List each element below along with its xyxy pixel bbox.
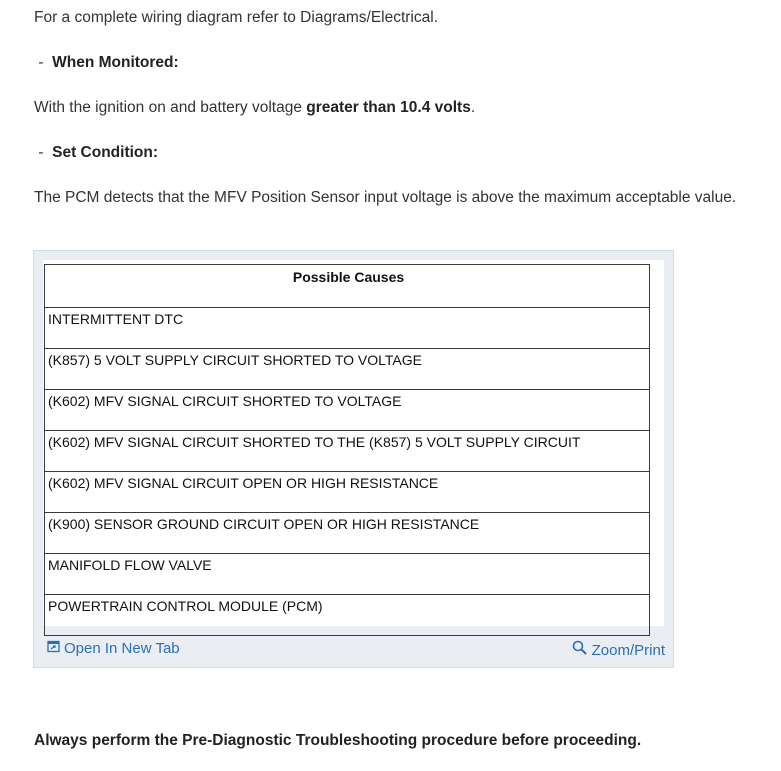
- table-row: [45, 308, 650, 349]
- when-monitored-heading: [34, 54, 179, 72]
- cause-cell: (K900) SENSOR GROUND CIRCUIT OPEN OR HIGH RESISTANCE: [45, 513, 650, 554]
- open-in-new-tab-icon: [47, 640, 60, 657]
- when-monitored-text: [34, 99, 475, 117]
- table-header: Possible Causes: [45, 265, 650, 308]
- cause-cell: POWERTRAIN CONTROL MODULE (PCM): [45, 595, 650, 636]
- set-condition-heading: [34, 144, 158, 162]
- zoom-print-link[interactable]: [572, 640, 665, 660]
- when-monitored-label: When Monitored:: [52, 54, 179, 71]
- footer-note: [34, 732, 641, 750]
- open-in-new-tab-label[interactable]: Open In New Tab: [64, 640, 180, 657]
- cause-cell: (K857) 5 VOLT SUPPLY CIRCUIT SHORTED TO VOLTAGE: [45, 349, 650, 390]
- table-row: [45, 472, 650, 513]
- when-monitored-text-end: .: [470, 99, 476, 116]
- table-row: [45, 554, 650, 595]
- cause-cell: (K602) MFV SIGNAL CIRCUIT OPEN OR HIGH RESISTANCE: [45, 472, 650, 513]
- table-row: [45, 349, 650, 390]
- cause-cell: (K602) MFV SIGNAL CIRCUIT SHORTED TO VOLTAGE: [45, 390, 650, 431]
- when-monitored-text-start: With the ignition on and battery voltage: [34, 99, 307, 116]
- footer-note-text: Always perform the Pre-Diagnostic Troubleshooting procedure before proceeding.: [34, 732, 642, 749]
- figure-content: [43, 260, 664, 626]
- table-row: [45, 431, 650, 472]
- table-row: [45, 513, 650, 554]
- open-in-new-tab-link[interactable]: [47, 640, 180, 657]
- table-row: [45, 595, 650, 636]
- heading-dash: -: [38, 54, 44, 71]
- intro-text: For a complete wiring diagram refer to Diagrams/Electrical.: [34, 9, 438, 26]
- cause-cell: (K602) MFV SIGNAL CIRCUIT SHORTED TO THE (K857) 5 VOLT SUPPLY CIRCUIT: [45, 431, 650, 472]
- cause-cell: INTERMITTENT DTC: [45, 308, 650, 349]
- set-condition-label: Set Condition:: [52, 144, 159, 161]
- zoom-print-label[interactable]: Zoom/Print: [591, 641, 665, 659]
- heading-dash: -: [38, 144, 44, 161]
- table-header-row: [45, 265, 650, 308]
- voltage-threshold: greater than 10.4 volts: [306, 99, 471, 116]
- possible-causes-table: [44, 264, 650, 636]
- cause-cell: MANIFOLD FLOW VALVE: [45, 554, 650, 595]
- magnifier-icon: [572, 640, 588, 660]
- table-row: [45, 390, 650, 431]
- possible-causes-figure: [33, 250, 674, 668]
- set-condition-text: The PCM detects that the MFV Position Sensor input voltage is above the maximum acceptable value.: [34, 189, 737, 206]
